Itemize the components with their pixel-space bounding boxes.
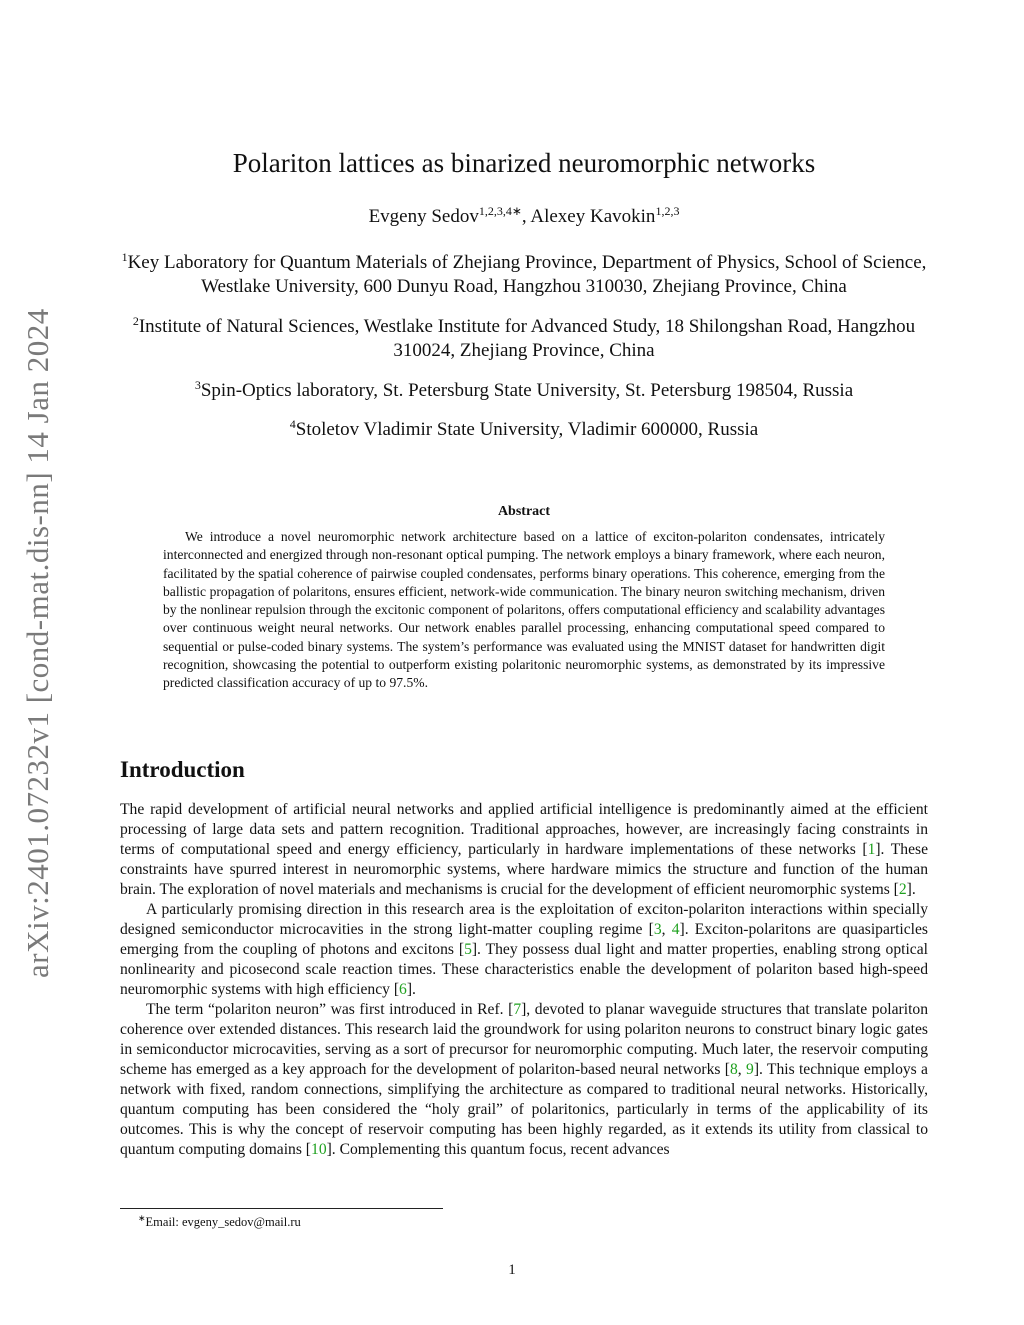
affiliation-text: Key Laboratory for Quantum Materials of Zhejiang Province, Department of Physics, School of Science, Westlake University, 600 Dunyu Road, Hangzhou 310030, Zhejiang Province, China [127,252,927,297]
paragraph-text: ]. This technique employs a network with fixed, random connections, simplifying the architecture as compared to traditional neural networks. Historically, quantum computing has been considered the “holy grail” of polaritonics, particularly in terms of the applicability of its outcomes. This is why the concept of reservoir computing has been highly regarded, as it extends its utility from classical to quantum computing domains [ [120,1061,928,1158]
affiliation [120,245,928,299]
abstract-heading: Abstract [497,504,551,519]
paragraph [120,900,928,1000]
footnote-divider [120,1208,443,1209]
affiliation-text: Stoletov Vladimir State University, Vladimir 600000, Russia [295,419,759,440]
paragraph-text: ], devoted to planar waveguide structures that translate polariton coherence over extended distances. This research laid the groundwork for using polariton neurons to construct binary logic gates in semiconductor microcavities, serving as a sort of precursor for neuromorphic computing. Much later, the reservoir computing scheme has emerged as a key approach for the development of polariton-based neural networks [ [120,1001,928,1078]
affiliation [120,309,928,363]
footnote [138,1213,301,1230]
section-heading-introduction: Introduction [120,757,245,782]
affiliation-mark: 1 [121,250,128,264]
author-separator: , [521,206,531,227]
paragraph-text: ]. These constraints have spurred interest in neuromorphic systems, where hardware mimics the structure and function of the human brain. The exploration of novel materials and mechanisms is crucial for the development of efficient neuromorphic systems [ [120,841,928,898]
affiliation-mark: 4 [289,417,296,431]
paragraph [120,1000,928,1160]
affiliation [120,373,928,403]
affiliation-text: Institute of Natural Sciences, Westlake Institute for Advanced Study, 18 Shilongshan Road, Hangzhou 310024, Zhejiang Province, China [138,316,916,361]
paragraph-text: The term “polariton neuron” was first introduced in Ref. [ [146,1001,514,1018]
paragraph-text: The rapid development of artificial neural networks and applied artificial intelligence is predominantly aimed at the efficient processing of large data sets and pattern recognition. Traditional approaches, however, are increasingly facing constraints in terms of computational speed and energy efficiency, particularly in hardware implementations of these networks [ [120,801,928,858]
paragraph [120,800,928,900]
citation-link[interactable]: 9 [746,1061,754,1078]
citation-link[interactable]: 1 [867,841,876,858]
author-line [120,204,928,228]
affiliation-mark: 2 [132,314,139,328]
paragraph-text: ]. [406,981,416,998]
paragraph-text: ]. Exciton-polaritons are quasiparticles emerging from the coupling of photons and excitons [ [120,921,929,958]
author-name: Evgeny Sedov [368,206,479,227]
author-affiliation-marks: 1,2,3,4∗ [478,204,522,218]
citation-link[interactable]: 3 [653,921,662,938]
author-affiliation-marks: 1,2,3 [655,204,680,218]
page-number: 1 [508,1262,516,1278]
footnote-email: Email: evgeny_sedov@mail.ru [145,1215,301,1229]
author-name: Alexey Kavokin [530,206,656,227]
paragraph-text: ]. They possess dual light and matter properties, enabling strong optical nonlinearity and picosecond scale reaction times. These characteristics enable the development of polariton based high-speed neuromorphic systems with high efficiency [ [120,941,928,998]
arxiv-identifier-stamp: arXiv:2401.07232v1 [cond-mat.dis-nn] 14 Jan 2024 [20,308,55,978]
footnote-mark: ∗ [138,1213,146,1223]
affiliation-mark: 3 [194,378,201,392]
paragraph-text: ]. [906,881,916,898]
abstract-text: We introduce a novel neuromorphic network architecture based on a lattice of exciton-polariton condensates, intricately interconnected and energized through non-resonant optical pumping. The network employs a binary framework, where each neuron, facilitated by the spatial coherence of pairwise coupled condensates, performs binary operations. This coherence, emerging from the ballistic propagation of polaritons, ensures efficient, network-wide communication. The binary neuron switching mechanism, driven by the nonlinear repulsion through the excitonic component of polaritons, offers computational efficiency and scalability advantages over continuous weight neural networks. Our network enables parallel processing, enhancing computational speed compared to sequential or pulse-coded binary systems. The system’s performance was evaluated using the MNIST dataset for handwritten digit recognition, showcasing the potential to outperform existing polaritonic neuromorphic systems, as demonstrated by its impressive predicted classification accuracy of up to 97.5%. [163,529,885,691]
affiliation [120,412,928,442]
citation-link[interactable]: 7 [513,1001,522,1018]
paragraph-text: , [661,921,672,938]
citation-link[interactable]: 10 [311,1141,327,1158]
citation-link[interactable]: 6 [399,981,407,998]
paper-title: Polariton lattices as binarized neuromorphic networks [232,148,816,178]
citation-link[interactable]: 5 [464,941,472,958]
introduction-body [120,800,928,1160]
paragraph-text: A particularly promising direction in this research area is the exploitation of exciton-polariton interactions within specially designed semiconductor microcavities in the strong light-matter coupling regime [ [120,901,928,938]
citation-link[interactable]: 2 [898,881,907,898]
affiliation-text: Spin-Optics laboratory, St. Petersburg State University, St. Petersburg 198504, Russia [200,380,854,401]
citation-link[interactable]: 4 [671,921,680,938]
paragraph-text: ]. Complementing this quantum focus, recent advances [326,1141,670,1158]
citation-link[interactable]: 8 [730,1061,738,1078]
paragraph-text: , [737,1061,747,1078]
